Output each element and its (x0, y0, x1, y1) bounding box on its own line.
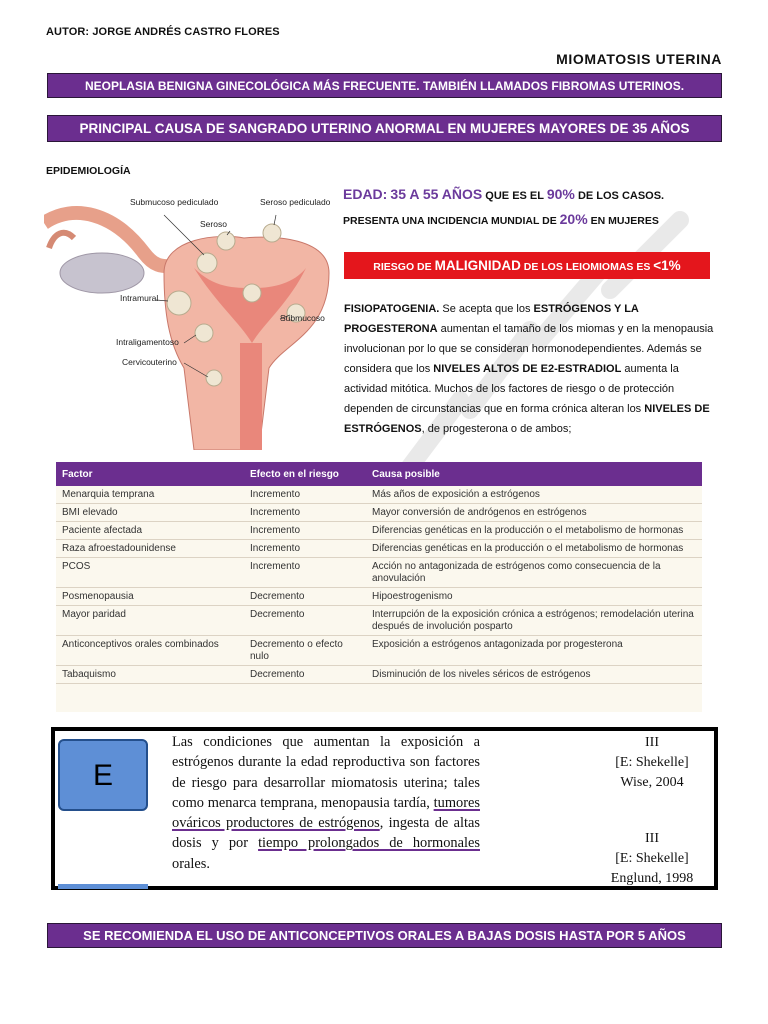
malignancy-risk-box (344, 252, 710, 279)
label-submucoso: Submucoso (280, 313, 325, 323)
evidence-text-a: Las condiciones que aumentan la exposición a estrógenos durante la edad reproductiva son factores de riesgo para desarrollar miomatosis uterina; tales como menarca temprana, menopausia tardía, (172, 734, 480, 811)
cell-factor: Anticonceptivos orales combinados (56, 636, 244, 666)
cell-causa: Acción no antagonizada de estrógenos como consecuencia de la anovulación (366, 558, 702, 588)
evidence-reference-2 (592, 829, 712, 889)
section-heading-epidemiologia: EPIDEMIOLOGÍA (46, 165, 131, 177)
label-intramural: Intramural (120, 293, 159, 303)
cell-causa: Mayor conversión de andrógenos en estrógenos (366, 504, 702, 522)
evidence-reference-1 (592, 733, 712, 793)
page-title: MIOMATOSIS UTERINA (556, 51, 722, 67)
fisiopatogenia-paragraph (344, 299, 714, 439)
cell-efecto: Decremento o efecto nulo (244, 636, 366, 666)
col-header-efecto: Efecto en el riesgo (244, 462, 366, 486)
riesgo-pre: RIESGO DE (373, 261, 432, 273)
cell-causa: Diferencias genéticas en la producción o el metabolismo de hormonas (366, 522, 702, 540)
evidence-level-badge: E (58, 739, 148, 811)
ref1-scale: [E: Shekelle] (615, 755, 689, 770)
banner-sangrado: PRINCIPAL CAUSA DE SANGRADO UTERINO ANORMAL EN MUJERES MAYORES DE 35 AÑOS (47, 115, 722, 142)
cell-causa: Exposición a estrógenos antagonizada por progesterona (366, 636, 702, 666)
cell-efecto: Decremento (244, 588, 366, 606)
cell-factor: BMI elevado (56, 504, 244, 522)
table-row (56, 666, 702, 684)
cell-causa: Hipoestrogenismo (366, 588, 702, 606)
fisio-bold-2: NIVELES ALTOS DE E2-ESTRADIOL (433, 363, 622, 375)
evidence-underlined-2: tiempo prolongados de hormonales (258, 835, 480, 852)
table-row (56, 522, 702, 540)
col-header-causa: Causa posible (366, 462, 702, 486)
incid-end: EN MUJERES (590, 215, 659, 227)
fisio-bold-3: NIVELES DE ESTRÓGENOS (344, 403, 710, 435)
cell-efecto: Decremento (244, 606, 366, 636)
label-cervicouterino: Cervicouterino (122, 357, 177, 367)
evidence-text-b: , ingesta de altas dosis y por (172, 815, 480, 852)
table-row (56, 486, 702, 504)
author-line: AUTOR: JORGE ANDRÉS CASTRO FLORES (46, 26, 280, 38)
ref2-source: Englund, 1998 (610, 871, 694, 886)
label-seroso-pediculado: Seroso pediculado (260, 197, 331, 207)
cell-causa: Diferencias genéticas en la producción o el metabolismo de hormonas (366, 540, 702, 558)
cell-factor: Posmenopausia (56, 588, 244, 606)
cell-causa: Disminución de los niveles séricos de estrógenos (366, 666, 702, 684)
edad-mid: QUE ES EL (485, 190, 544, 202)
ref2-scale: [E: Shekelle] (615, 851, 689, 866)
fisio-text-4: , de progesterona o de ambos; (421, 423, 572, 435)
edad-label: EDAD: (343, 186, 388, 202)
table-row (56, 504, 702, 522)
cell-causa: Interrupción de la exposición crónica a estrógenos; remodelación uterina después de involución posparto (366, 606, 702, 636)
edad-range: 35 A 55 AÑOS (390, 186, 483, 202)
label-submucoso-pediculado: Submucoso pediculado (130, 197, 219, 207)
table-row (56, 606, 702, 636)
risk-factor-table (56, 462, 702, 712)
table-row (56, 588, 702, 606)
fisio-heading: FISIOPATOGENIA. (344, 303, 440, 315)
cell-factor: Raza afroestadounidense (56, 540, 244, 558)
ref2-level: III (645, 831, 659, 846)
cell-causa: Más años de exposición a estrógenos (366, 486, 702, 504)
cell-factor: Menarquia temprana (56, 486, 244, 504)
incid-pre: PRESENTA UNA INCIDENCIA MUNDIAL DE (343, 215, 557, 227)
cell-factor: Paciente afectada (56, 522, 244, 540)
banner-recomendacion: SE RECOMIENDA EL USO DE ANTICONCEPTIVOS ORALES A BAJAS DOSIS HASTA POR 5 AÑOS (47, 923, 722, 948)
cell-efecto: Incremento (244, 558, 366, 588)
evidence-text (172, 732, 480, 874)
uterus-fibroid-illustration (44, 193, 336, 450)
cell-efecto: Incremento (244, 504, 366, 522)
table-row (56, 558, 702, 588)
table-header-row (56, 462, 702, 486)
evidence-badge-partial (58, 884, 148, 889)
table-row (56, 636, 702, 666)
table-row (56, 540, 702, 558)
col-header-factor: Factor (56, 462, 244, 486)
edad-end: DE LOS CASOS. (577, 190, 665, 202)
fisio-text-2: aumentan el tamaño de los miomas y en la menopausia involucionan por lo que se consideran hormonodependientes. Además se considera que los (344, 323, 714, 375)
cell-factor: Tabaquismo (56, 666, 244, 684)
edad-pct: 90% (546, 186, 575, 202)
cell-efecto: Incremento (244, 540, 366, 558)
riesgo-big: MALIGNIDAD (434, 258, 521, 273)
label-seroso: Seroso (200, 219, 227, 229)
fisio-bold-1: ESTRÓGENOS Y LA PROGESTERONA (344, 303, 639, 335)
cell-efecto: Incremento (244, 486, 366, 504)
ref1-level: III (645, 735, 659, 750)
label-intraligamentoso: Intraligamentoso (116, 337, 179, 347)
fisio-text-3: aumenta la actividad mitótica. Muchos de los factores de riesgo o de protección dependen de circunstancias que en forma crónica alteran los (344, 363, 679, 415)
evidence-text-c: orales. (172, 855, 210, 872)
cell-factor: PCOS (56, 558, 244, 588)
edad-line (343, 186, 664, 202)
cell-factor: Mayor paridad (56, 606, 244, 636)
incid-pct: 20% (559, 211, 588, 227)
ref1-source: Wise, 2004 (620, 775, 684, 790)
incidencia-line (343, 211, 659, 227)
riesgo-val: <1% (653, 258, 681, 273)
fisio-text-1: Se acepta que los (439, 303, 534, 315)
cell-efecto: Incremento (244, 522, 366, 540)
evidence-underlined-1: tumores ováricos productores de estrógenos (172, 794, 480, 832)
banner-neoplasia: NEOPLASIA BENIGNA GINECOLÓGICA MÁS FRECUENTE. TAMBIÉN LLAMADOS FIBROMAS UTERINOS. (47, 73, 722, 98)
cell-efecto: Decremento (244, 666, 366, 684)
riesgo-mid: DE LOS LEIOMIOMAS ES (523, 261, 651, 273)
